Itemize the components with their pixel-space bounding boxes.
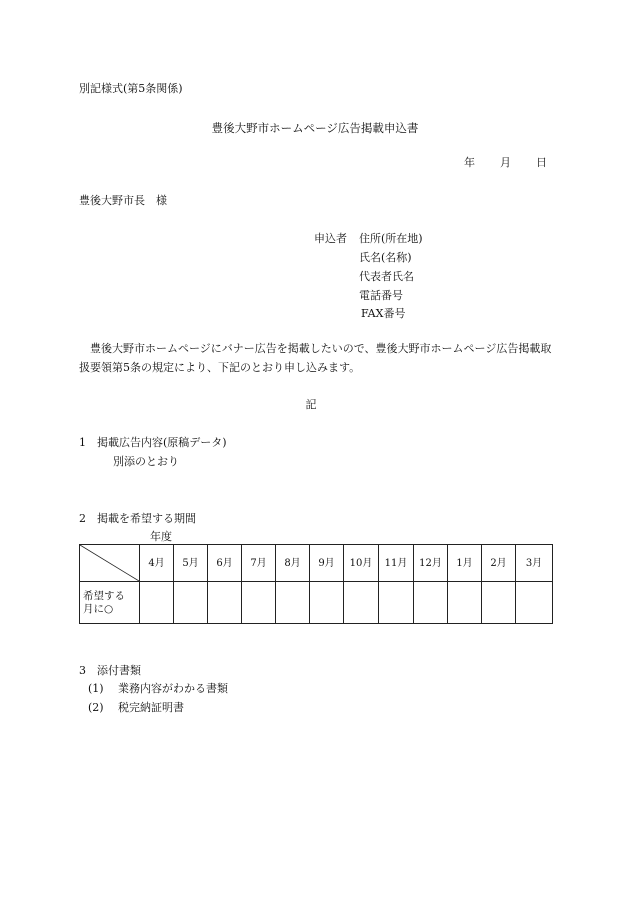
month-header-cell: 3月: [516, 545, 553, 582]
month-header-cell: 12月: [414, 545, 448, 582]
selection-row-label: [80, 582, 140, 624]
form-reference: 別記様式(第5条関係): [79, 82, 183, 95]
selection-row-label-line2: 月に○: [83, 602, 114, 615]
applicant-phone-field: 電話番号: [359, 289, 403, 302]
month-selection-cell[interactable]: [482, 582, 516, 624]
attachment-item: [88, 682, 228, 696]
applicant-fax-field: FAX番号: [361, 307, 406, 320]
month-header-cell: 7月: [242, 545, 276, 582]
month-selection-cell[interactable]: [174, 582, 208, 624]
applicant-representative-field: 代表者氏名: [359, 270, 414, 283]
month-header-cell: 8月: [276, 545, 310, 582]
addressee: 豊後大野市長 様: [79, 194, 167, 207]
selection-row-label-line1: 希望する: [83, 589, 125, 602]
fiscal-year-label: 年度: [150, 530, 172, 543]
month-header-cell: 6月: [208, 545, 242, 582]
corner-diagonal-cell: [80, 545, 140, 582]
month-header-cell: 10月: [344, 545, 379, 582]
month-selection-cell[interactable]: [276, 582, 310, 624]
date-year-label: 年: [464, 156, 475, 169]
month-header-cell: 9月: [310, 545, 344, 582]
section1-body: 別添のとおり: [113, 455, 179, 468]
diagonal-line: [80, 545, 139, 581]
attachment-text: 業務内容がわかる書類: [118, 682, 228, 695]
applicant-address-field: 住所(所在地): [359, 232, 423, 245]
month-selection-cell[interactable]: [344, 582, 379, 624]
applicant-name-field: 氏名(名称): [359, 251, 412, 264]
month-header-cell: 11月: [379, 545, 414, 582]
section3-title: 3 添付書類: [79, 664, 141, 677]
month-header-cell: 1月: [448, 545, 482, 582]
month-header-cell: 4月: [140, 545, 174, 582]
month-header-row: [80, 545, 553, 582]
document-title: 豊後大野市ホームページ広告掲載申込書: [211, 121, 419, 135]
attachment-number: (1): [88, 682, 104, 695]
attachment-text: 税完納証明書: [118, 701, 184, 714]
month-selection-cell[interactable]: [379, 582, 414, 624]
month-header-cell: 5月: [174, 545, 208, 582]
month-selection-cell[interactable]: [414, 582, 448, 624]
applicant-label: 申込者: [314, 232, 347, 245]
application-statement: 豊後大野市ホームページにバナー広告を掲載したいので、豊後大野市ホームページ広告掲載取扱要領第5条の規定により、下記のとおり申し込みます。: [79, 342, 552, 374]
month-header-cell: 2月: [482, 545, 516, 582]
month-selection-cell[interactable]: [208, 582, 242, 624]
month-selection-cell[interactable]: [310, 582, 344, 624]
month-selection-cell[interactable]: [242, 582, 276, 624]
month-selection-row: [80, 582, 553, 624]
ki-heading: 記: [305, 398, 317, 411]
month-selection-cell[interactable]: [448, 582, 482, 624]
section2-title: 2 掲載を希望する期間: [79, 512, 196, 525]
attachment-number: (2): [88, 701, 104, 714]
attachment-item: [88, 701, 184, 715]
section1-title: 1 掲載広告内容(原稿データ): [79, 436, 227, 449]
month-selection-cell[interactable]: [140, 582, 174, 624]
date-day-label: 日: [536, 156, 547, 169]
month-selection-cell[interactable]: [516, 582, 553, 624]
date-month-label: 月: [500, 156, 511, 169]
period-table: [79, 544, 553, 624]
date-line: [464, 156, 547, 170]
